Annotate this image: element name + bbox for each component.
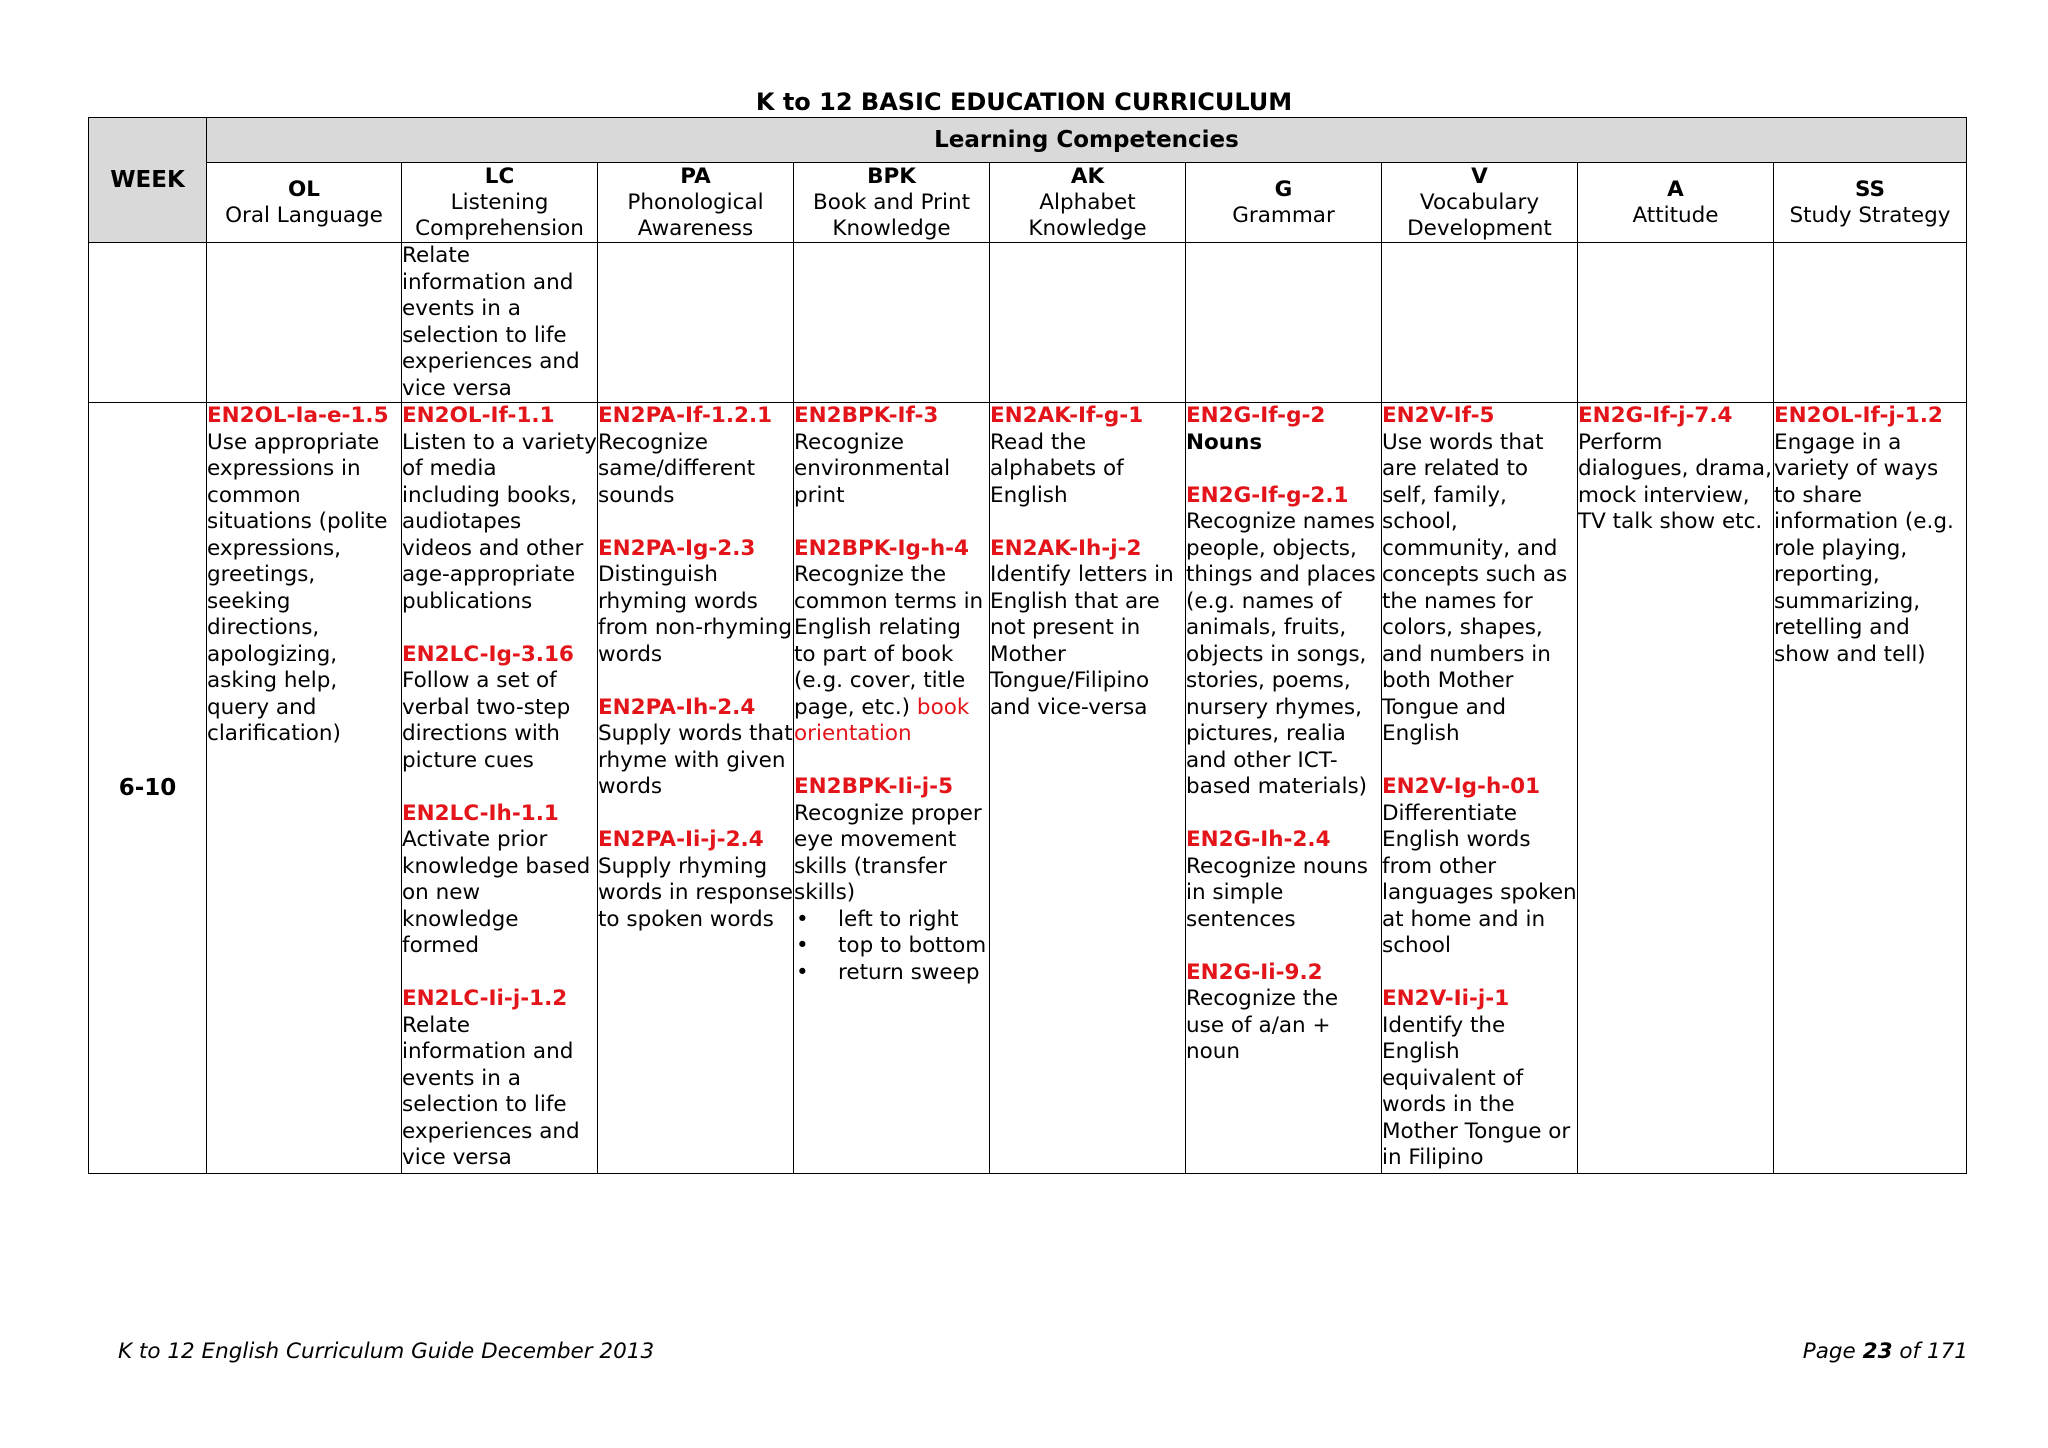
column-header-bpk: BPK Book and Print Knowledge — [794, 163, 990, 243]
column-header-ak: AK Alphabet Knowledge — [990, 163, 1186, 243]
competency-entry — [794, 536, 989, 748]
column-header-a: A Attitude — [1578, 163, 1774, 243]
competency-text: Use words that are related to self, family, school, community, and concepts such as the names for colors, shapes, and numbers in both Mother Tongue and English — [1382, 429, 1568, 746]
competency-code: EN2V-Ig-h-01 — [1382, 774, 1541, 799]
list-item: • return sweep — [794, 960, 989, 987]
competency-code: EN2OL-Ia-e-1.5 — [207, 403, 389, 428]
competency-code: EN2OL-If-1.1 — [402, 403, 555, 428]
cell-a-empty — [1578, 243, 1774, 403]
competency-text: Distinguish rhyming words from non-rhyming words — [598, 562, 793, 667]
list-item: • top to bottom — [794, 933, 989, 960]
document-title: K to 12 BASIC EDUCATION CURRICULUM — [755, 88, 1293, 116]
cell-bpk — [794, 403, 990, 1174]
competency-text: Relate information and events in a selection to life experiences and vice versa — [402, 1012, 580, 1170]
competency-text: Use appropriate expressions in common situations (polite expressions, greetings, seeking directions, apologizing, asking help, query and clarification) — [207, 429, 388, 746]
week-value: 6-10 — [89, 403, 207, 1174]
competency-text: Recognize names people, objects, things and places (e.g. names of animals, fruits, objects in songs, stories, poems, nursery rhymes, pictures, realia and other ICT-based materials) — [1186, 509, 1376, 799]
cell-ss-empty — [1774, 243, 1967, 403]
competency-text: Listen to a variety of media including books, audiotapes videos and other age-appropriate publications — [402, 429, 597, 614]
cell-ak-empty — [990, 243, 1186, 403]
cell-a — [1578, 403, 1774, 1174]
column-header-ol: OL Oral Language — [207, 163, 402, 243]
competency-code: EN2PA-Ih-2.4 — [598, 694, 756, 720]
competency-text: Recognize the common terms in English relating to part of book (e.g. cover, title page, etc.) — [794, 562, 984, 720]
competency-code: EN2LC-Ih-1.1 — [402, 800, 559, 826]
column-header-lc: LC Listening Comprehension — [402, 163, 598, 243]
competency-code: EN2V-Ii-j-1 — [1382, 986, 1510, 1011]
column-header-g: G Grammar — [1186, 163, 1382, 243]
competency-code: EN2LC-Ii-j-1.2 — [402, 986, 568, 1011]
table-row-continued — [89, 243, 1967, 403]
competency-code: EN2LC-Ig-3.16 — [402, 641, 574, 667]
column-header-ss: SS Study Strategy — [1774, 163, 1967, 243]
competency-code: EN2BPK-Ig-h-4 — [794, 535, 970, 561]
competency-code: EN2PA-If-1.2.1 — [598, 403, 773, 428]
curriculum-table — [88, 117, 1967, 1174]
cell-v — [1382, 403, 1578, 1174]
competency-text: Follow a set of verbal two-step directions with picture cues — [402, 668, 571, 773]
cell-lc — [402, 403, 598, 1174]
competency-code: EN2G-If-g-2.1 — [1186, 482, 1349, 508]
competency-text: Activate prior knowledge based on new knowledge formed — [402, 827, 591, 958]
cell-ol — [207, 403, 402, 1174]
eye-movement-list — [794, 907, 989, 987]
footer-guide-title: K to 12 English Curriculum Guide December 2013 — [118, 1339, 655, 1364]
competency-code: EN2AK-If-g-1 — [990, 403, 1144, 428]
competency-text: Supply words that rhyme with given words — [598, 721, 793, 799]
competency-text: Recognize the use of a/an + noun — [1186, 986, 1339, 1064]
competency-code: EN2PA-Ii-j-2.4 — [598, 827, 764, 852]
cell-bpk-empty — [794, 243, 990, 403]
competency-text: Recognize same/different sounds — [598, 429, 756, 508]
competency-code: EN2OL-If-j-1.2 — [1774, 403, 1943, 428]
table-row-week-6-10 — [89, 403, 1967, 1174]
competency-heading: Nouns — [1186, 429, 1263, 455]
competency-text: Recognize nouns in simple sentences — [1186, 853, 1369, 932]
cell-pa-empty — [598, 243, 794, 403]
competency-code: EN2BPK-If-3 — [794, 403, 939, 428]
competency-text: Read the alphabets of English — [990, 429, 1124, 508]
competency-code: EN2G-If-j-7.4 — [1578, 403, 1733, 428]
competency-code: EN2AK-Ih-j-2 — [990, 535, 1142, 561]
competency-note: book orientation — [794, 694, 970, 746]
competency-text: Recognize environmental print — [794, 429, 951, 508]
cell-v-empty — [1382, 243, 1578, 403]
column-header-pa: PA Phonological Awareness — [598, 163, 794, 243]
footer-page-number: Page 23 of 171 — [1802, 1339, 1968, 1364]
competency-code: EN2BPK-Ii-j-5 — [794, 774, 954, 799]
competency-code: EN2PA-Ig-2.3 — [598, 535, 756, 561]
competency-text: Identify letters in English that are not present in Mother Tongue/Filipino and vice-versa — [990, 562, 1174, 720]
competency-text: Engage in a variety of ways to share information (e.g. role playing, reporting, summarizing, retelling and show and tell) — [1774, 429, 1954, 667]
cell-ss — [1774, 403, 1967, 1174]
week-header: WEEK — [89, 118, 207, 243]
list-item: • left to right — [794, 907, 989, 934]
cell-g-empty — [1186, 243, 1382, 403]
competency-text: Perform dialogues, drama, mock interview, TV talk show etc. — [1578, 429, 1772, 534]
cell-lc-continued: Relate information and events in a selection to life experiences and vice versa — [402, 243, 598, 403]
cell-ak — [990, 403, 1186, 1174]
competency-text: Recognize proper eye movement skills (transfer skills) — [794, 800, 982, 905]
competency-code: EN2V-If-5 — [1382, 403, 1495, 428]
competency-text: Supply rhyming words in response to spoken words — [598, 853, 793, 932]
cell-week-empty — [89, 243, 207, 403]
cell-pa — [598, 403, 794, 1174]
column-header-v: V Vocabulary Development — [1382, 163, 1578, 243]
competency-text: Differentiate English words from other languages spoken at home and in school — [1382, 800, 1577, 958]
competency-text: Identify the English equivalent of words in the Mother Tongue or in Filipino — [1382, 1012, 1571, 1170]
cell-ol-empty — [207, 243, 402, 403]
cell-g — [1186, 403, 1382, 1174]
column-header-row — [89, 163, 1967, 243]
competency-code: EN2G-Ii-9.2 — [1186, 959, 1323, 985]
competency-code: EN2G-If-g-2 — [1186, 403, 1326, 428]
learning-competencies-header: Learning Competencies — [207, 118, 1967, 163]
competency-code: EN2G-Ih-2.4 — [1186, 827, 1331, 852]
